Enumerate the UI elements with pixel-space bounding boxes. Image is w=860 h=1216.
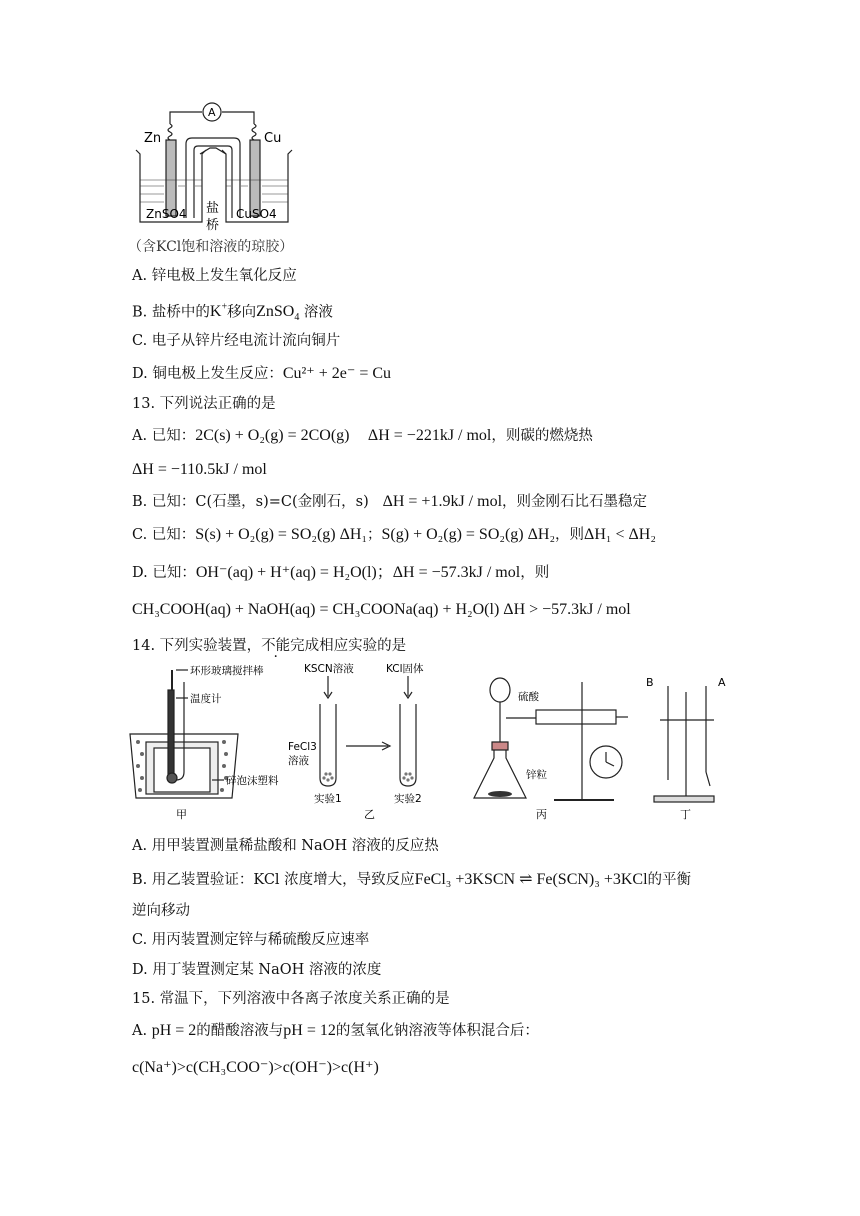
- fecl3-label-1: FeCl3: [288, 741, 317, 753]
- q13-option-c: C. 已知：S(s) + O₂(g) = SO₂(g) ΔH₁；S(g) + O₂(g) = SO₂(g) ΔH₂，则ΔH₁ < ΔH₂: [132, 526, 656, 543]
- ding-label: 丁: [680, 808, 691, 821]
- yi-label: 乙: [364, 808, 375, 821]
- q15-stem: 15. 常温下，下列溶液中各离子浓度关系正确的是: [132, 991, 450, 1007]
- bing-label: 丙: [536, 808, 547, 821]
- apparatus-ding: [640, 662, 740, 822]
- exp2-label: 实验2: [394, 793, 422, 805]
- kscn-label: KSCN溶液: [304, 663, 354, 675]
- cu-label: Cu: [264, 131, 282, 146]
- q12-option-c: C. 电子从锌片经电流计流向铜片: [132, 333, 341, 349]
- kcl-label: KCl固体: [386, 663, 424, 675]
- q15-option-a-line2: c(Na⁺)>c(CH₃COO⁻)>c(OH⁻)>c(H⁺): [132, 1059, 379, 1076]
- q12-option-b: B. 盐桥中的K+移向ZnSO$_4$ 溶液: [132, 302, 333, 324]
- fecl3-label-2: 溶液: [288, 755, 309, 767]
- q13-option-b: B. 已知：C(石墨，s)=C(金刚石，s) ΔH = +1.9kJ / mol，则金刚石比石墨稳定: [132, 493, 648, 510]
- q13-option-a: A. 已知：2C(s) + O₂(g) = 2CO(g) ΔH = −221kJ / mol，则碳的燃烧热: [132, 427, 593, 444]
- thermometer-label: 温度计: [190, 693, 222, 705]
- q13-option-d: D. 已知：OH⁻(aq) + H⁺(aq) = H₂O(l)；ΔH = −57.3kJ / mol，则: [132, 564, 550, 581]
- emphasis-not: 不能: [261, 638, 291, 654]
- ammeter-label: A: [208, 106, 216, 119]
- exp1-label: 实验1: [314, 793, 342, 805]
- cell-caption: （含KCl饱和溶液的琼胶）: [128, 239, 294, 255]
- q13-stem: 13. 下列说法正确的是: [132, 396, 276, 412]
- burette-b-label: B: [646, 676, 654, 689]
- q13-option-a-line2: ΔH = −110.5kJ / mol: [132, 461, 267, 478]
- q14-stem: 14. 下列实验装置，不能完成相应实验的是: [132, 638, 407, 654]
- apparatus-bing: [470, 662, 640, 822]
- stirrer-label: 环形玻璃搅拌棒: [190, 665, 264, 677]
- burette-a-label: A: [718, 676, 726, 689]
- apparatus-jia: [128, 662, 288, 822]
- salt-bridge-label-2: 桥: [206, 218, 220, 233]
- zn-label: Zn: [144, 131, 162, 146]
- sulfuric-acid-label: 硫酸: [518, 691, 539, 703]
- apparatus-yi: [286, 662, 466, 822]
- q14-option-a: A. 用甲装置测量稀盐酸和 NaOH 溶液的反应热: [132, 838, 439, 854]
- q12-option-d: D. 铜电极上发生反应：Cu²⁺ + 2e⁻ = Cu: [132, 365, 392, 382]
- galvanic-cell-figure: [130, 98, 300, 234]
- q15-option-a: A. pH = 2的醋酸溶液与pH = 12的氢氧化钠溶液等体积混合后：: [132, 1022, 539, 1039]
- q13-option-d-line2: CH₃COOH(aq) + NaOH(aq) = CH₃COONa(aq) + H₂O(l) ΔH > −57.3kJ / mol: [132, 601, 631, 618]
- q14-option-b: B. 用乙装置验证：KCl 浓度增大，导致反应FeCl₃ +3KSCN ⇌ Fe(SCN)₃ +3KCl的平衡: [132, 871, 692, 888]
- cuso4-label: CuSO4: [236, 207, 277, 221]
- salt-bridge-label-1: 盐: [206, 201, 220, 216]
- zinc-label: 锌粒: [526, 769, 547, 781]
- q14-option-d: D. 用丁装置测定某 NaOH 溶液的浓度: [132, 962, 382, 978]
- znso4-label: ZnSO4: [146, 207, 187, 221]
- q14-option-b-line2: 逆向移动: [132, 903, 190, 919]
- q12-option-a: A. 锌电极上发生氧化反应: [132, 268, 297, 284]
- jia-label: 甲: [176, 808, 187, 821]
- foam-label: 碎泡沫塑料: [226, 775, 279, 787]
- q14-option-c: C. 用丙装置测定锌与稀硫酸反应速率: [132, 932, 370, 948]
